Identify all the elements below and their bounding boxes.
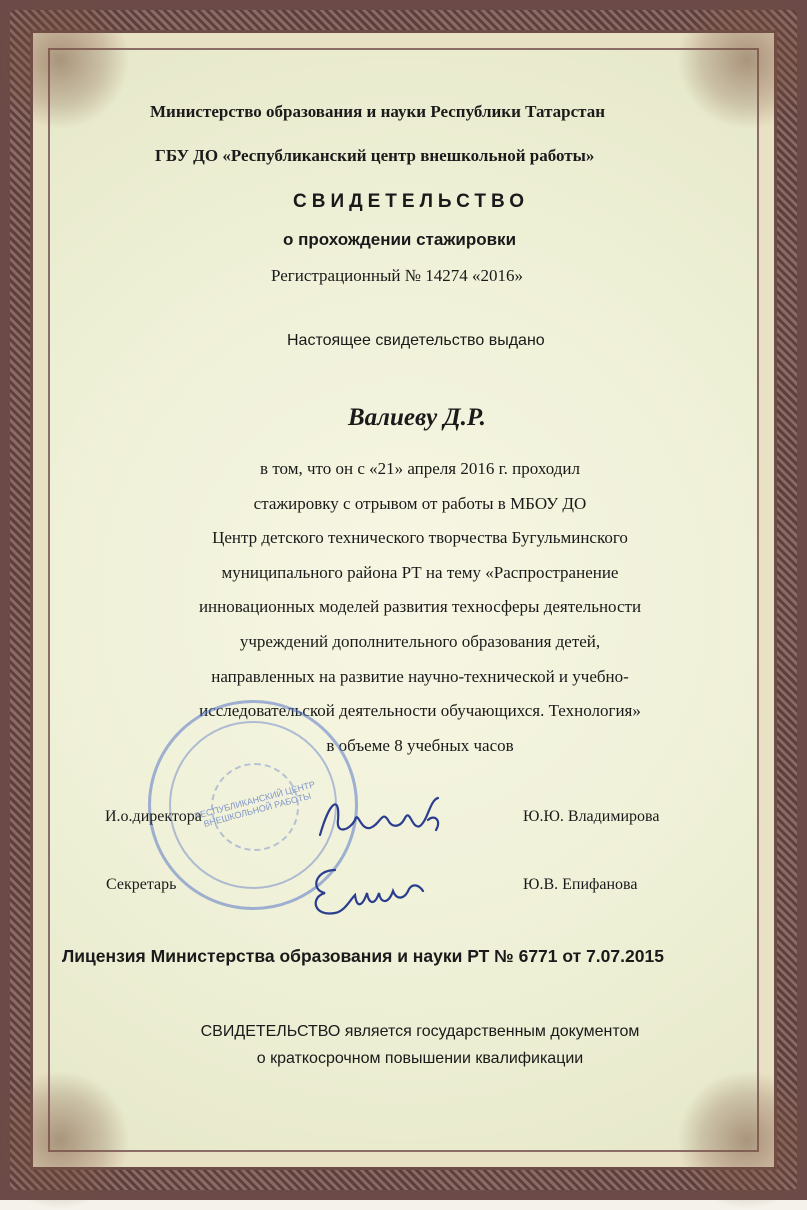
- body-line: направленных на развитие научно-технической и учебно-: [211, 666, 629, 686]
- director-name: Ю.Ю. Владимирова: [523, 808, 660, 825]
- organization-heading: ГБУ ДО «Республиканский центр внешкольной работы»: [155, 146, 595, 165]
- body-line: Центр детского технического творчества Бугульминского: [212, 528, 628, 548]
- body-line: стажировку с отрывом от работы в МБОУ ДО: [253, 493, 587, 513]
- secretary-name: Ю.В. Епифанова: [523, 876, 638, 893]
- body-line: исследовательской деятельности обучающихся. Технология»: [199, 701, 641, 721]
- director-signature: [310, 790, 460, 850]
- recipient-name: Валиеву Д.Р.: [348, 404, 486, 431]
- body-line: муниципального района РТ на тему «Распространение: [221, 562, 619, 582]
- certificate-subtitle: о прохождении стажировки: [283, 230, 517, 249]
- body-line: в том, что он с «21» апреля 2016 г. проходил: [260, 459, 580, 478]
- secretary-label: Секретарь: [106, 876, 177, 893]
- body-line: в объеме 8 учебных часов: [326, 735, 514, 755]
- body-line: учреждений дополнительного образования детей,: [239, 631, 601, 651]
- certificate-title: СВИДЕТЕЛЬСТВО: [293, 191, 529, 212]
- stamp-text: РЕСПУБЛИКАНСКИЙ ЦЕНТР ВНЕШКОЛЬНОЙ РАБОТЫ: [193, 779, 317, 829]
- ministry-heading: Министерство образования и науки Республики Татарстан: [150, 102, 605, 121]
- issued-to-label: Настоящее свидетельство выдано: [287, 332, 545, 349]
- director-label: И.о.директора: [105, 808, 202, 825]
- license-line: Лицензия Министерства образования и науки РТ № 6771 от 7.07.2015: [62, 946, 664, 966]
- body-line: инновационных моделей развития техносферы деятельности: [198, 597, 642, 617]
- footer-note-line: о краткосрочном повышении квалификации: [256, 1050, 584, 1067]
- corner-ornament-icon: [677, 1070, 807, 1210]
- secretary-signature: [305, 855, 435, 925]
- registration-number: Регистрационный № 14274 «2016»: [271, 266, 523, 285]
- footer-note: [170, 1018, 670, 1072]
- footer-note-line: СВИДЕТЕЛЬСТВО является государственным документом: [200, 1023, 640, 1040]
